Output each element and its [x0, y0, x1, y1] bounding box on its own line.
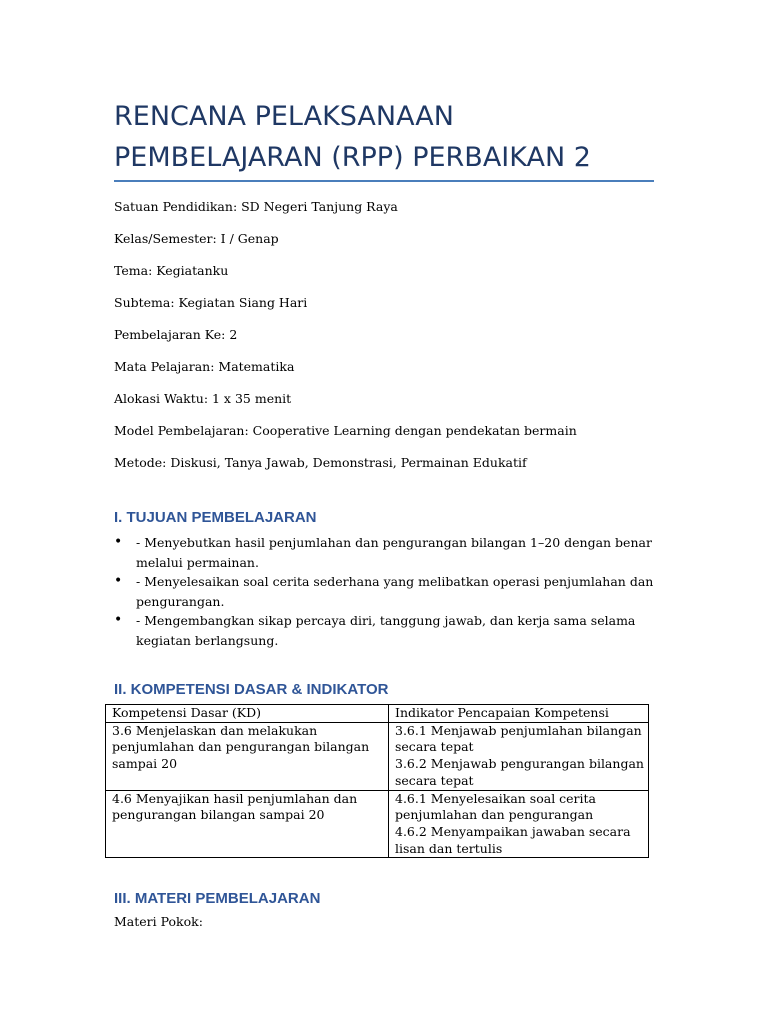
materi-pokok-label: Materi Pokok:: [114, 914, 203, 929]
indikator-item: 3.6.2 Menjawab pengurangan bilangan secara tepat: [395, 756, 644, 788]
bullet-icon: •: [114, 612, 123, 628]
list-item: [114, 533, 654, 572]
list-item-text: - Menyelesaikan soal cerita sederhana yang melibatkan operasi penjumlahan dan pengurangan.: [136, 574, 654, 609]
meta-kelas-semester: Kelas/Semester: I / Genap: [114, 231, 279, 246]
indikator-item: 4.6.1 Menyelesaikan soal cerita penjumlahan dan pengurangan: [395, 790, 597, 823]
title-line-1: RENCANA PELAKSANAAN: [114, 101, 454, 132]
meta-mata-pelajaran: Mata Pelajaran: Matematika: [114, 359, 295, 374]
section-heading-tujuan: I. TUJUAN PEMBELAJARAN: [114, 509, 317, 526]
list-item-text: - Mengembangkan sikap percaya diri, tanggung jawab, dan kerja sama selama kegiatan berlangsung.: [136, 613, 636, 648]
meta-pembelajaran-ke: Pembelajaran Ke: 2: [114, 327, 238, 342]
document-title: [114, 96, 654, 178]
tujuan-list: [114, 533, 654, 650]
indikator-item: 3.6.1 Menjawab penjumlahan bilangan secara tepat: [395, 722, 642, 755]
meta-metode: Metode: Diskusi, Tanya Jawab, Demonstrasi, Permainan Edukatif: [114, 455, 527, 470]
meta-model-pembelajaran: Model Pembelajaran: Cooperative Learning dengan pendekatan bermain: [114, 423, 577, 438]
identity-block: [114, 199, 674, 487]
title-line-2: PEMBELAJARAN (RPP) PERBAIKAN 2: [114, 142, 591, 173]
table-row: [106, 722, 649, 790]
table-cell-indikator: [389, 790, 649, 858]
table-header-indikator: Indikator Pencapaian Kompetensi: [389, 705, 649, 723]
list-item-text: - Menyebutkan hasil penjumlahan dan pengurangan bilangan 1–20 dengan benar melalui permainan.: [136, 535, 652, 570]
table-header-row: [106, 705, 649, 723]
table-cell-kd: 4.6 Menyajikan hasil penjumlahan dan pengurangan bilangan sampai 20: [106, 790, 389, 858]
table-row: [106, 790, 649, 858]
kompetensi-table: [105, 704, 649, 858]
bullet-icon: •: [114, 534, 123, 550]
title-divider: [114, 180, 654, 182]
meta-alokasi-waktu: Alokasi Waktu: 1 x 35 menit: [114, 391, 292, 406]
bullet-icon: •: [114, 573, 123, 589]
meta-subtema: Subtema: Kegiatan Siang Hari: [114, 295, 308, 310]
section-heading-kompetensi: II. KOMPETENSI DASAR & INDIKATOR: [114, 681, 389, 698]
list-item: [114, 572, 654, 611]
section-heading-materi: III. MATERI PEMBELAJARAN: [114, 890, 321, 907]
meta-satuan-pendidikan: Satuan Pendidikan: SD Negeri Tanjung Raya: [114, 199, 398, 214]
indikator-item: 4.6.2 Menyampaikan jawaban secara lisan dan tertulis: [395, 823, 631, 856]
table-cell-indikator: [389, 722, 649, 790]
table-header-kd: Kompetensi Dasar (KD): [106, 705, 389, 723]
table-cell-kd: 3.6 Menjelaskan dan melakukan penjumlahan dan pengurangan bilangan sampai 20: [106, 722, 389, 790]
meta-tema: Tema: Kegiatanku: [114, 263, 229, 278]
list-item: [114, 611, 654, 650]
